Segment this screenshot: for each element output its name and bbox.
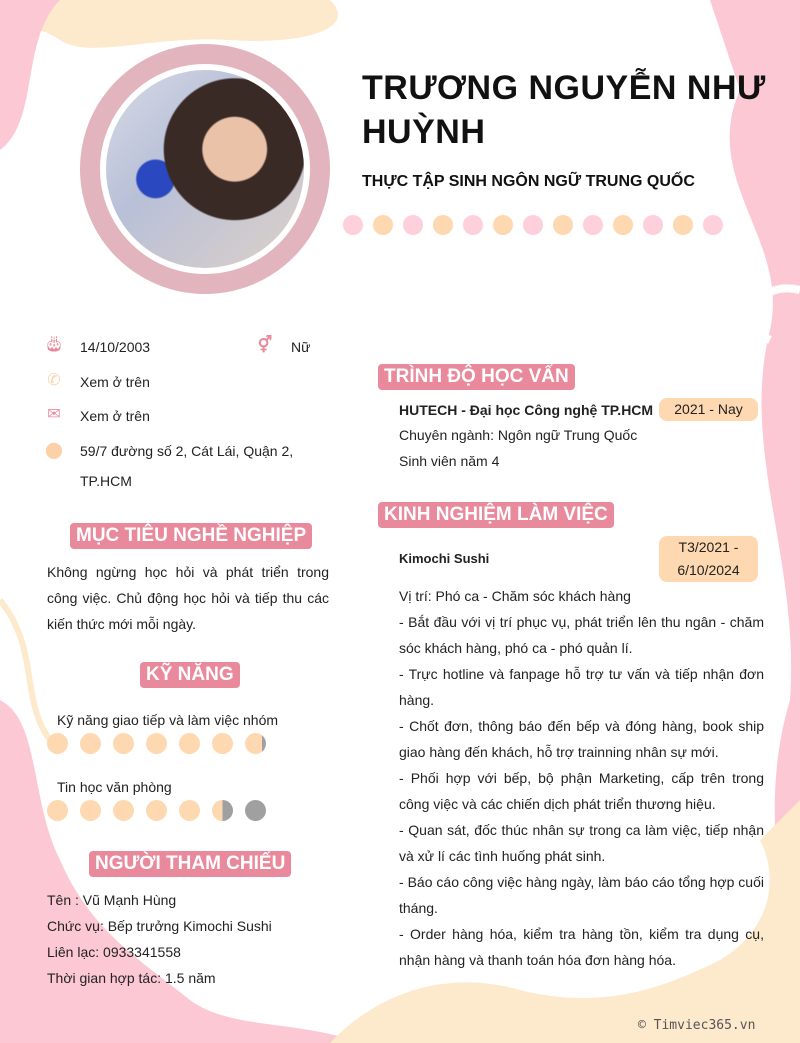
address: 59/7 đường số 2, Cát Lái, Quận 2, TP.HCM xyxy=(80,443,294,489)
task-list xyxy=(399,609,764,973)
decorative-dot xyxy=(703,215,723,235)
gender: Nữ xyxy=(291,339,311,355)
task-item: - Quan sát, đốc thúc nhân sự trong ca làm việc, tiếp nhận và xử lí các tình huống phát sinh. xyxy=(399,822,764,864)
skill-dot xyxy=(146,733,167,754)
company-name: Kimochi Sushi xyxy=(399,551,490,566)
education-details xyxy=(399,422,637,474)
objective-heading: MỤC TIÊU NGHỀ NGHIỆP xyxy=(70,523,312,549)
school-name: HUTECH - Đại học Công nghệ TP.HCM xyxy=(399,402,654,418)
decorative-dot xyxy=(433,215,453,235)
objective-text: Không ngừng học hỏi và phát triển trong công việc. Chủ động học hỏi và tiếp thu các kiến thức mới mỗi ngày. xyxy=(47,564,329,632)
decorative-dot xyxy=(613,215,633,235)
decorative-dot xyxy=(403,215,423,235)
year-of-study: Sinh viên năm 4 xyxy=(399,453,500,469)
reference-duration: Thời gian hợp tác: 1.5 năm xyxy=(47,970,216,986)
task-item: - Bắt đầu với vị trí phục vụ, phát triển lên thu ngân - chăm sóc khách hàng, phó ca - phó quản lí. xyxy=(399,614,764,656)
reference-details xyxy=(47,887,272,991)
skill-dot xyxy=(212,733,233,754)
experience-details xyxy=(399,583,764,973)
skill-dot xyxy=(47,800,68,821)
decorative-dot xyxy=(643,215,663,235)
skill-dot xyxy=(245,800,266,821)
job-title: THỰC TẬP SINH NGÔN NGỮ TRUNG QUỐC xyxy=(362,173,695,190)
skill-dot xyxy=(245,733,266,754)
phone: Xem ở trên xyxy=(80,374,150,390)
education-period: 2021 - Nay xyxy=(659,398,758,421)
phone-icon: ✆ xyxy=(47,372,61,389)
experience-period: T3/2021 - 6/10/2024 xyxy=(659,536,758,582)
candidate-name: TRƯƠNG NGUYỄN NHƯ HUỲNH xyxy=(362,69,766,151)
education-heading: TRÌNH ĐỘ HỌC VẤN xyxy=(378,364,575,390)
task-item: - Báo cáo công việc hàng ngày, làm báo cáo tổng hợp cuối tháng. xyxy=(399,874,764,916)
footer-credit: © Timviec365.vn xyxy=(638,1018,756,1033)
skill-dot xyxy=(113,800,134,821)
task-item: - Chốt đơn, thông báo đến bếp và đóng hàng, book ship giao hàng đến khách, hỗ trợ trainning nhân sự mới. xyxy=(399,718,764,760)
skill-dot xyxy=(80,800,101,821)
major: Chuyên ngành: Ngôn ngữ Trung Quốc xyxy=(399,427,638,443)
task-item: - Order hàng hóa, kiểm tra hàng tồn, kiểm tra dụng cụ, nhận hàng và thanh toán hóa đơn hàng hóa. xyxy=(399,926,764,968)
decorative-dot xyxy=(493,215,513,235)
position: Vị trí: Phó ca - Chăm sóc khách hàng xyxy=(399,588,631,604)
birthday: 14/10/2003 xyxy=(80,339,151,355)
decorative-dot xyxy=(343,215,363,235)
email-icon: ✉ xyxy=(47,406,61,423)
task-item: - Trực hotline và fanpage hỗ trợ tư vấn và tiếp nhận đơn hàng. xyxy=(399,666,764,708)
skill-name: Kỹ năng giao tiếp và làm việc nhóm xyxy=(57,712,279,728)
reference-position: Chức vụ: Bếp trưởng Kimochi Sushi xyxy=(47,918,272,934)
decorative-dot xyxy=(373,215,393,235)
skills-heading: KỸ NĂNG xyxy=(140,662,240,688)
skill-name: Tin học văn phòng xyxy=(57,779,172,795)
avatar xyxy=(100,64,310,274)
skill-dot xyxy=(47,733,68,754)
reference-heading: NGƯỜI THAM CHIẾU xyxy=(89,851,291,877)
skill-dot xyxy=(80,733,101,754)
decorative-dot xyxy=(553,215,573,235)
decorative-dot xyxy=(673,215,693,235)
gender-icon: ⚥ xyxy=(257,337,273,354)
task-item: - Phối hợp với bếp, bộ phận Marketing, cấp trên trong công việc và các chiến dịch phát triển thương hiệu. xyxy=(399,770,764,812)
location-icon: ⬤ xyxy=(45,442,63,459)
experience-heading: KINH NGHIỆM LÀM VIỆC xyxy=(378,502,614,528)
decorative-dot xyxy=(583,215,603,235)
skill-dot xyxy=(113,733,134,754)
skill-dot xyxy=(179,800,200,821)
reference-contact: Liên lạc: 0933341558 xyxy=(47,944,181,960)
decorative-dot xyxy=(523,215,543,235)
birthday-cake-icon: 🎂︎ xyxy=(44,336,65,353)
decorative-dot xyxy=(463,215,483,235)
reference-name: Tên : Vũ Mạnh Hùng xyxy=(47,892,177,908)
skill-dot xyxy=(212,800,233,821)
skill-dot xyxy=(146,800,167,821)
skill-dot xyxy=(179,733,200,754)
email: Xem ở trên xyxy=(80,408,150,424)
